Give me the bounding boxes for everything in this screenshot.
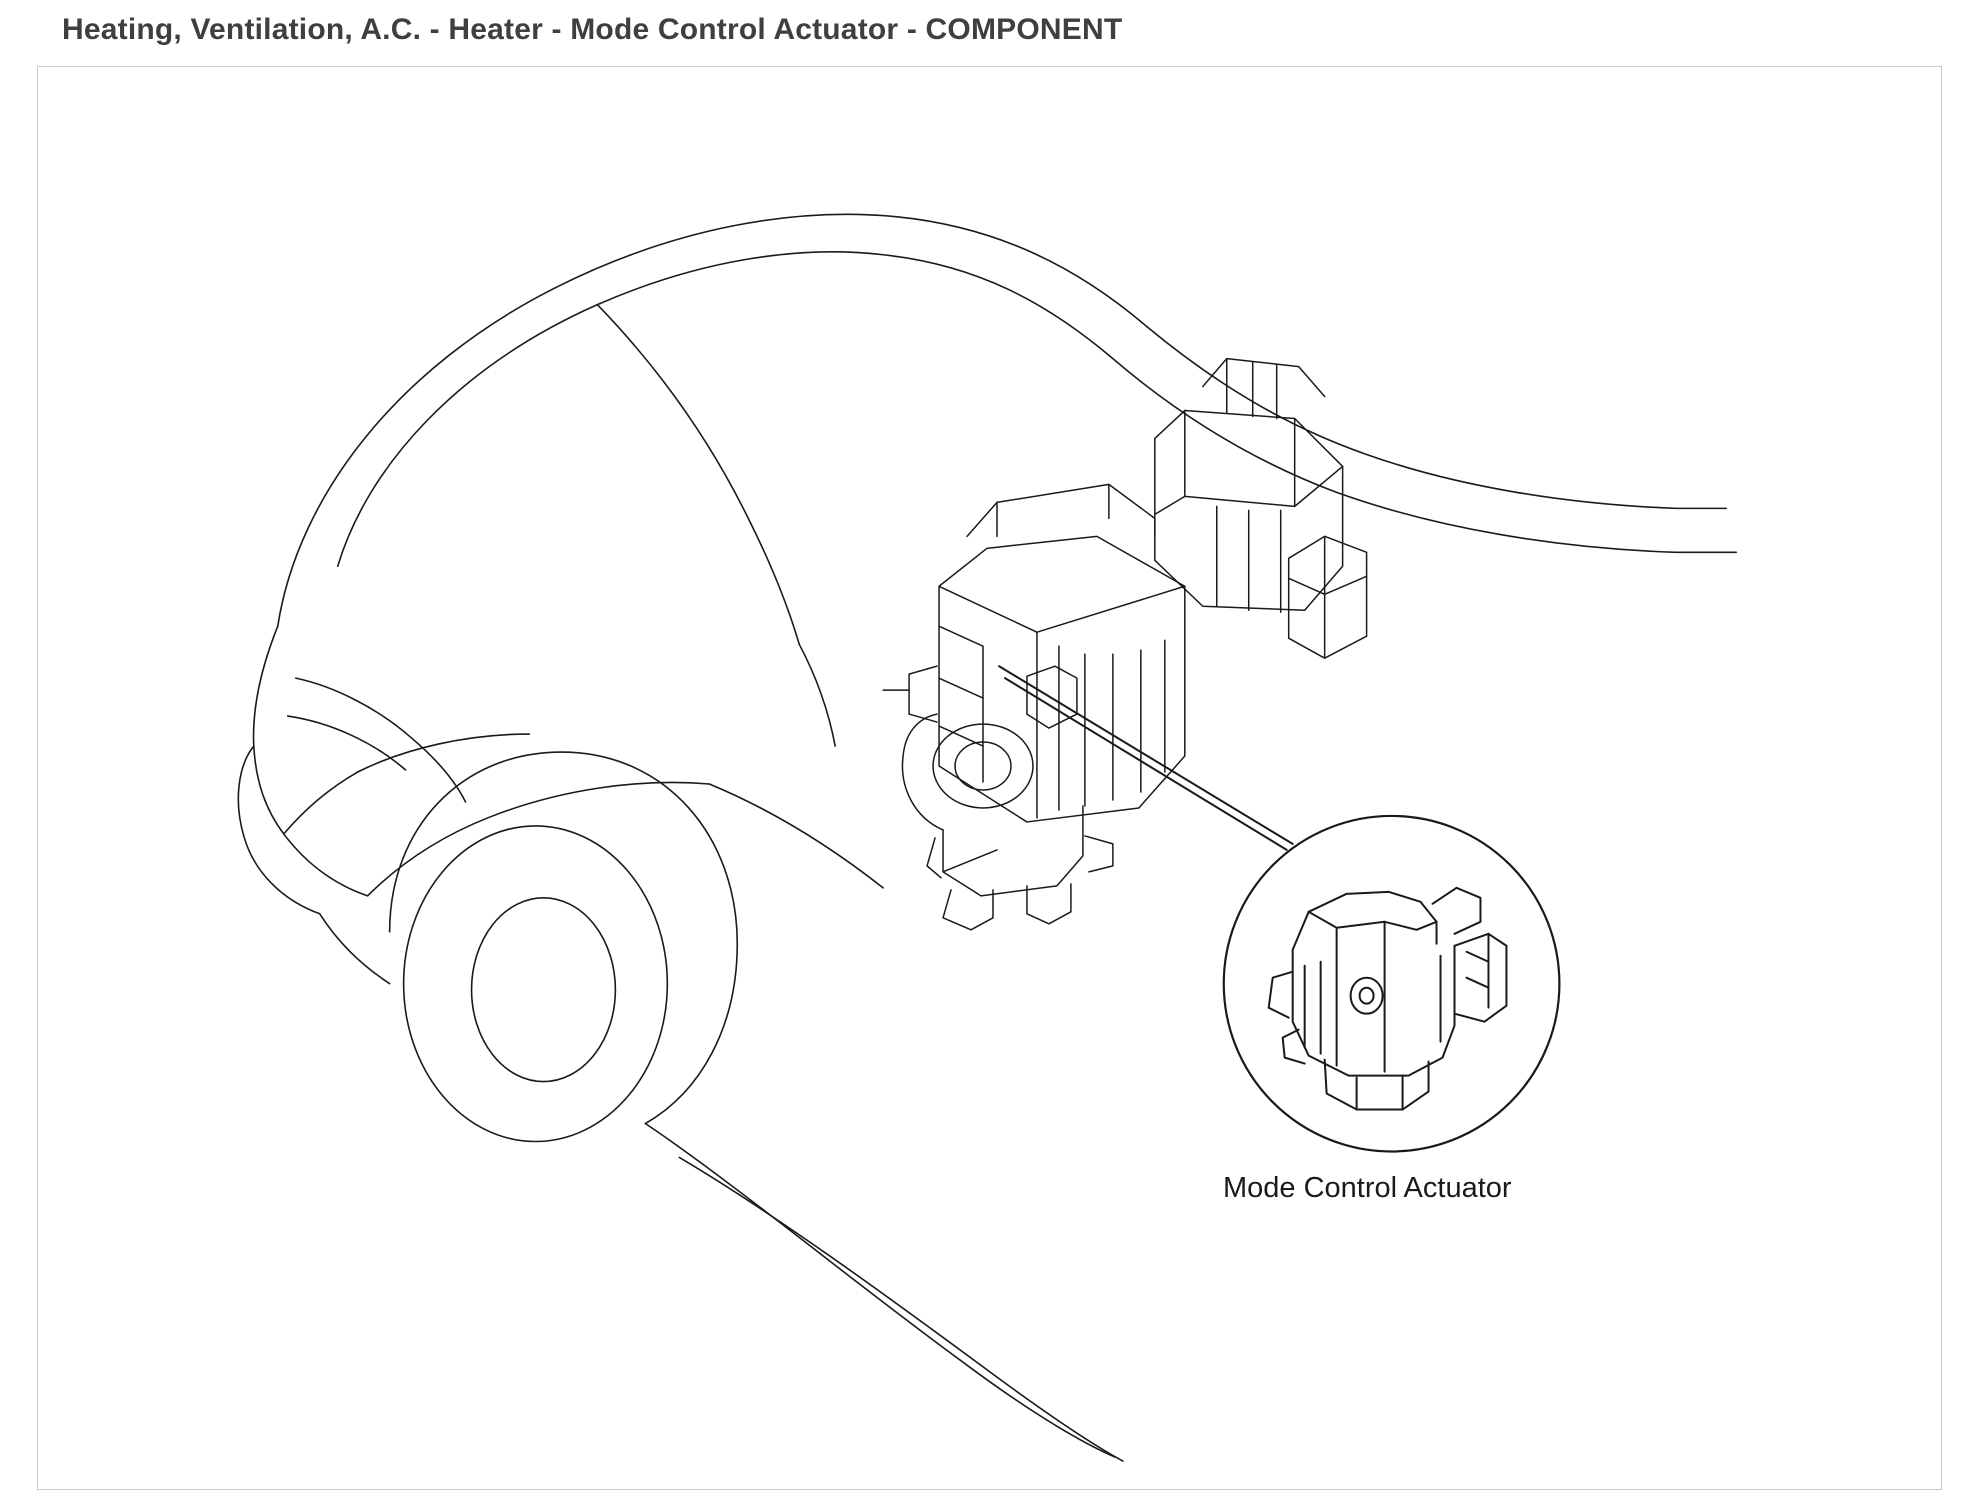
component-diagram (38, 67, 1941, 1489)
callout-leader-line (999, 666, 1293, 850)
figure-caption: Mode Control Actuator (1223, 1172, 1512, 1204)
figure-panel (37, 66, 1942, 1490)
heater-unit-group (883, 359, 1366, 930)
callout-circle-group (1224, 816, 1560, 1152)
mode-control-actuator-drawing (1269, 888, 1507, 1110)
page-title: Heating, Ventilation, A.C. - Heater - Mode Control Actuator - COMPONENT (62, 13, 1123, 46)
vehicle-outline-group (238, 214, 1736, 1461)
